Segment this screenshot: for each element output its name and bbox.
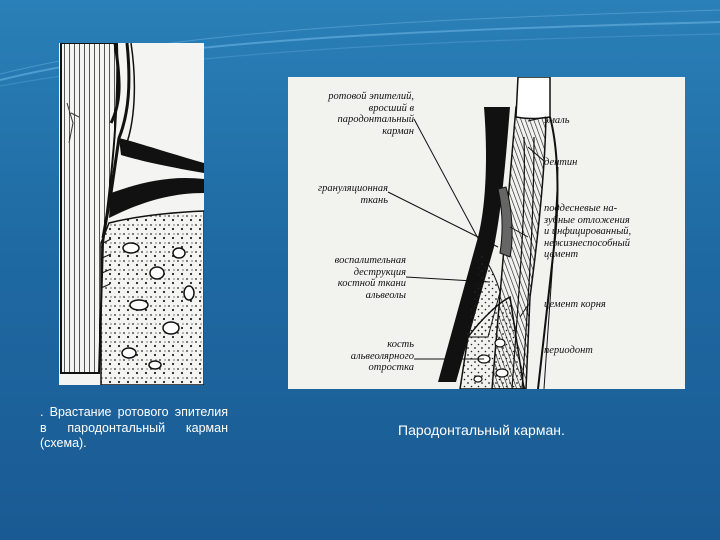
label-oral-epithelium: ротовой эпителий, вросший в пародонтальный карман: [328, 91, 414, 137]
left-caption: . Врастание ротового эпителия в пародонтальный карман (схема).: [40, 405, 228, 450]
label-granulation: грануляционная ткань: [318, 183, 388, 206]
enamel: [516, 77, 550, 119]
label-dentin: дентин: [544, 157, 578, 168]
label-root-cement: цемент корня: [544, 299, 606, 310]
pocket-wedge: [119, 138, 204, 173]
leader-granulation: [388, 192, 498, 247]
right-diagram-panel: [288, 77, 685, 389]
right-caption: Пародонтальный карман.: [398, 422, 565, 438]
label-subgingival: поддесневые на- зубные отложения и инфицированный, нежизнеспособный цемент: [544, 203, 632, 260]
label-periodont: периодонт: [544, 345, 593, 356]
left-diagram-panel: [59, 43, 204, 385]
epithelium-ingrowth-diagram: [59, 43, 204, 385]
label-bone: кость альвеолярного отростка: [350, 339, 414, 373]
label-enamel: эмаль: [544, 115, 570, 126]
label-inflammatory: воспалительная деструкция костной ткани альвеолы: [334, 255, 406, 301]
